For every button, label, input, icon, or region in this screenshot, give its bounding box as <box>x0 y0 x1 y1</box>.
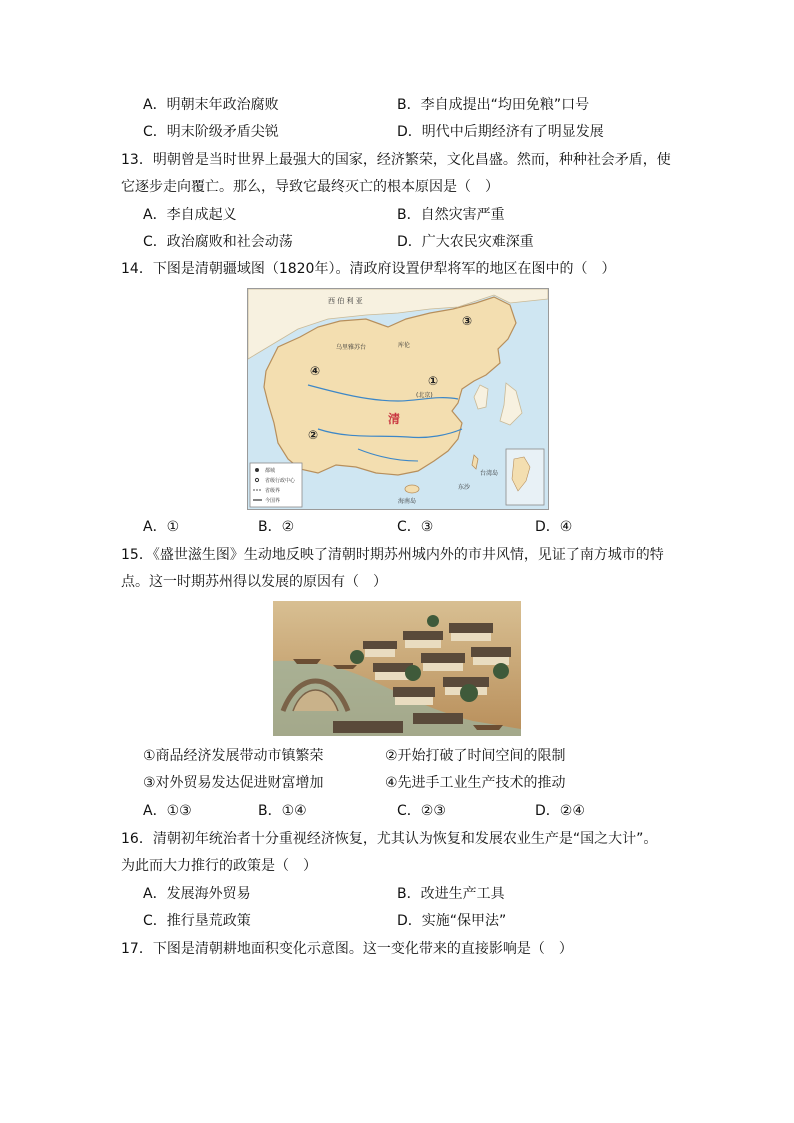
q14-option-b[interactable]: B．② <box>258 519 295 535</box>
q16-option-c[interactable]: C．推行垦荒政策 <box>143 913 251 929</box>
q14-option-c[interactable]: C．③ <box>397 519 434 535</box>
legend-capital-label: 都城 <box>265 468 276 474</box>
map-label-qing: 清 <box>388 412 401 426</box>
q15-item-2: ②开始打破了时间空间的限制 <box>385 748 566 764</box>
legend-boundary-label: 省级界 <box>265 488 281 494</box>
painting-svg <box>273 601 521 736</box>
q15-option-b[interactable]: B．①④ <box>258 803 307 819</box>
map-label-uliastai: 乌里雅苏台 <box>336 344 367 351</box>
legend-capital-icon <box>255 468 259 472</box>
q13-stem-line2: 它逐步走向覆亡。那么，导致它最终灭亡的根本原因是（ ） <box>121 179 499 195</box>
map-svg <box>248 289 548 509</box>
q15-stem-line2: 点。这一时期苏州得以发展的原因有（ ） <box>121 574 387 590</box>
q15-item-1: ①商品经济发展带动市镇繁荣 <box>143 748 324 764</box>
q15-item-4: ④先进手工业生产技术的推动 <box>385 775 566 791</box>
q13-option-a[interactable]: A．李自成起义 <box>143 207 237 223</box>
q14-stem: 14．下图是清朝疆域图（1820年）。清政府设置伊犁将军的地区在图中的（ ） <box>121 261 616 277</box>
map-label-dongsha: 东沙 <box>458 484 471 491</box>
map-label-siberia: 西 伯 利 亚 <box>328 297 363 305</box>
map-marker-2: ② <box>308 428 319 442</box>
map-hainan <box>405 485 419 493</box>
q17-stem: 17．下图是清朝耕地面积变化示意图。这一变化带来的直接影响是（ ） <box>121 941 573 957</box>
map-marker-4: ④ <box>310 364 321 378</box>
q12-option-b[interactable]: B．李自成提出“均田免粮”口号 <box>397 97 590 113</box>
q14-option-d[interactable]: D．④ <box>535 519 573 535</box>
q16-stem-line2: 为此而大力推行的政策是（ ） <box>121 858 317 874</box>
q12-option-c[interactable]: C．明末阶级矛盾尖锐 <box>143 124 279 140</box>
q15-option-a[interactable]: A．①③ <box>143 803 192 819</box>
q13-option-b[interactable]: B．自然灾害严重 <box>397 207 505 223</box>
q13-option-d[interactable]: D．广大农民灾难深重 <box>397 234 534 250</box>
q13-stem-line1: 13．明朝曾是当时世界上最强大的国家，经济繁荣，文化昌盛。然而，种种社会矛盾，使 <box>121 152 671 168</box>
map-label-taiwan: 台湾岛 <box>480 470 499 477</box>
q15-item-3: ③对外贸易发达促进财富增加 <box>143 775 324 791</box>
shengshi-zisheng-painting <box>273 601 521 736</box>
q15-stem-line1: 15．《盛世滋生图》生动地反映了清朝时期苏州城内外的市井风情，见证了南方城市的特 <box>121 547 664 563</box>
q12-option-d[interactable]: D．明代中后期经济有了明显发展 <box>397 124 604 140</box>
q16-stem-line1: 16．清朝初年统治者十分重视经济恢复，尤其认为恢复和发展农业生产是“国之大计”。 <box>121 831 658 847</box>
map-label-hainan: 海南岛 <box>398 498 417 505</box>
q15-option-d[interactable]: D．②④ <box>535 803 585 819</box>
map-label-kulun: 库伦 <box>398 342 411 349</box>
q12-option-a[interactable]: A．明朝末年政治腐败 <box>143 97 279 113</box>
qing-territory-map <box>247 288 549 510</box>
q16-option-b[interactable]: B．改进生产工具 <box>397 886 505 902</box>
legend-provincial-label: 省级行政中心 <box>265 478 296 484</box>
q16-option-a[interactable]: A．发展海外贸易 <box>143 886 251 902</box>
q13-option-c[interactable]: C．政治腐败和社会动荡 <box>143 234 293 250</box>
legend-border-label: 今国界 <box>265 498 281 504</box>
map-marker-3: ③ <box>462 314 473 328</box>
q16-option-d[interactable]: D．实施“保甲法” <box>397 913 507 929</box>
map-label-beijing: (北京) <box>416 392 433 399</box>
map-marker-1: ① <box>428 374 439 388</box>
q15-option-c[interactable]: C．②③ <box>397 803 446 819</box>
q14-option-a[interactable]: A．① <box>143 519 180 535</box>
